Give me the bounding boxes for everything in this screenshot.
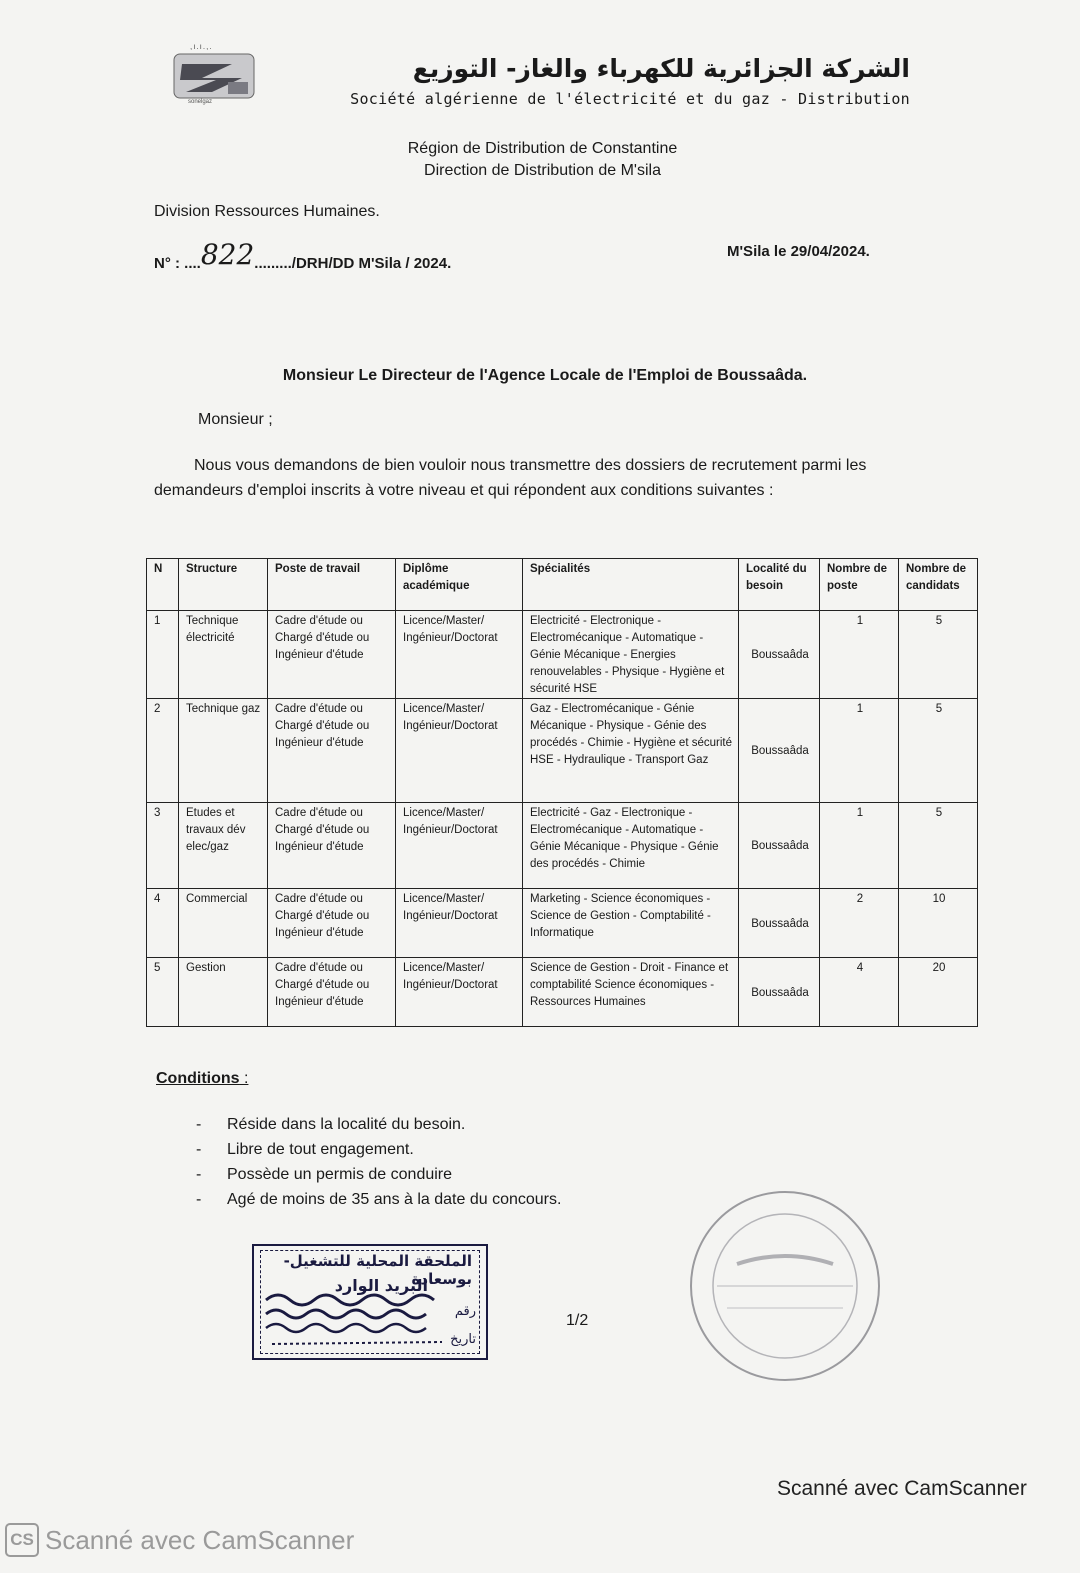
cell-nombre-candidats: 5 [899,803,978,889]
cell-n: 3 [147,803,179,889]
table-header-row [147,559,978,611]
region-line: Région de Distribution de Constantine [407,140,678,157]
condition-item: - Libre de tout engagement. [196,1137,561,1162]
positions-table [146,558,978,1027]
cell-nombre-poste: 1 [820,699,899,803]
condition-item: - Réside dans la localité du besoin. [196,1112,561,1137]
division-line: Division Ressources Humaines. [154,203,380,220]
condition-item: - Agé de moins de 35 ans à la date du concours. [196,1187,561,1212]
date-line: M'Sila le 29/04/2024. [727,243,870,260]
company-name-arabic: الشركة الجزائرية للكهرباء والغاز- التوزيع [412,54,910,83]
page-number: 1/2 [566,1312,589,1329]
header-structure: Structure [179,559,268,611]
cell-nombre-poste: 2 [820,889,899,958]
ref-suffix: ........./DRH/DD M'Sila / 2024. [254,255,452,272]
cell-specialites: Gaz - Electromécanique - Génie Mécanique - Physique - Génie des procédés - Chimie - Hygiène et sécurité HSE - Hydraulique - Transport Gaz [523,699,739,803]
cell-localite: Boussaâda [739,611,820,699]
header-n: N [147,559,179,611]
conditions-heading: Conditions : [156,1070,249,1087]
camscanner-logo-icon: CS [5,1523,39,1557]
addressee: Monsieur Le Directeur de l'Agence Locale de l'Emploi de Boussaâda. [282,367,808,384]
stamp-agency-line: الملحقة المحلية للتشغيل-بوسعادة [283,1252,472,1288]
cell-nombre-poste: 4 [820,958,899,1027]
cell-n: 4 [147,889,179,958]
cell-poste: Cadre d'étude ou Chargé d'étude ou Ingénieur d'étude [268,889,396,958]
header-poste: Poste de travail [268,559,396,611]
cell-structure: Gestion [179,958,268,1027]
cell-localite: Boussaâda [739,958,820,1027]
cell-localite: Boussaâda [739,889,820,958]
cell-structure: Etudes et travaux dév elec/gaz [179,803,268,889]
sonelgaz-logo-icon [172,52,256,100]
header-localite: Localité du besoin [739,559,820,611]
cell-specialites: Science de Gestion - Droit - Finance et comptabilité Science économiques - Ressources Humaines [523,958,739,1027]
cell-diplome: Licence/Master/ Ingénieur/Doctorat [396,699,523,803]
camscanner-footer [5,1523,354,1557]
stamp-date-label: تاريخ [450,1332,476,1347]
header-diplome: Diplôme académique [396,559,523,611]
cell-structure: Technique électricité [179,611,268,699]
table-row [147,803,978,889]
ref-handwritten-number: 822 [200,238,255,271]
condition-item: - Possède un permis de conduire [196,1162,561,1187]
cell-structure: Technique gaz [179,699,268,803]
cell-localite: Boussaâda [739,803,820,889]
header-nombre-poste: Nombre de poste [820,559,899,611]
round-seal-stamp-icon [687,1188,883,1384]
cell-poste: Cadre d'étude ou Chargé d'étude ou Ingénieur d'étude [268,699,396,803]
table-row [147,889,978,958]
cell-n: 5 [147,958,179,1027]
table-row [147,611,978,699]
reference-number [154,238,452,275]
region-block [0,138,1080,182]
cell-n: 2 [147,699,179,803]
cell-structure: Commercial [179,889,268,958]
cell-localite: Boussaâda [739,699,820,803]
stamp-number-label: رقم [454,1304,476,1319]
stamp-mail-line: البريد الوارد [334,1276,428,1295]
camscanner-footer-text: Scanné avec CamScanner [45,1524,355,1555]
cell-diplome: Licence/Master/ Ingénieur/Doctorat [396,889,523,958]
conditions-list [196,1112,561,1212]
header-specialites: Spécialités [523,559,739,611]
cell-diplome: Licence/Master/ Ingénieur/Doctorat [396,803,523,889]
cell-diplome: Licence/Master/ Ingénieur/Doctorat [396,611,523,699]
stamp-scribble-icon [262,1286,452,1350]
salutation: Monsieur ; [198,411,273,428]
cell-nombre-poste: 1 [820,803,899,889]
cell-poste: Cadre d'étude ou Chargé d'étude ou Ingénieur d'étude [268,611,396,699]
cell-poste: Cadre d'étude ou Chargé d'étude ou Ingénieur d'étude [268,803,396,889]
cell-specialites: Electricité - Gaz - Electronique - Electromécanique - Automatique - Génie Mécanique - Physique - Génie des procédés - Chimie [523,803,739,889]
header-nombre-candidats: Nombre de candidats [899,559,978,611]
ref-prefix: N° : .... [154,255,201,272]
cell-nombre-candidats: 5 [899,611,978,699]
reception-stamp [252,1244,488,1360]
direction-line: Direction de Distribution de M'sila [424,162,661,179]
logo-dots: ,ı.ı.,. [190,42,213,51]
cell-specialites: Marketing - Science économiques - Science de Gestion - Comptabilité - Informatique [523,889,739,958]
table-row [147,958,978,1027]
cell-nombre-candidats: 5 [899,699,978,803]
cell-diplome: Licence/Master/ Ingénieur/Doctorat [396,958,523,1027]
cell-poste: Cadre d'étude ou Chargé d'étude ou Ingénieur d'étude [268,958,396,1027]
letter-body: Nous vous demandons de bien vouloir nous transmettre des dossiers de recrutement parmi les demandeurs d'emploi inscrits à votre niveau et qui répondent aux conditions suivantes : [154,457,867,499]
cell-nombre-candidats: 20 [899,958,978,1027]
logo-caption: sonelgaz [188,99,213,105]
table-row [147,699,978,803]
cell-n: 1 [147,611,179,699]
camscanner-watermark: Scanné avec CamScanner [777,1477,1027,1500]
cell-nombre-poste: 1 [820,611,899,699]
cell-nombre-candidats: 10 [899,889,978,958]
company-name-french: Société algérienne de l'électricité et du gaz - Distribution [350,90,910,108]
conditions-title: Conditions [156,1070,240,1087]
cell-specialites: Electricité - Electronique - Electromécanique - Automatique - Génie Mécanique - Energies renouvelables - Physique - Hygiène et sécurité HSE [523,611,739,699]
